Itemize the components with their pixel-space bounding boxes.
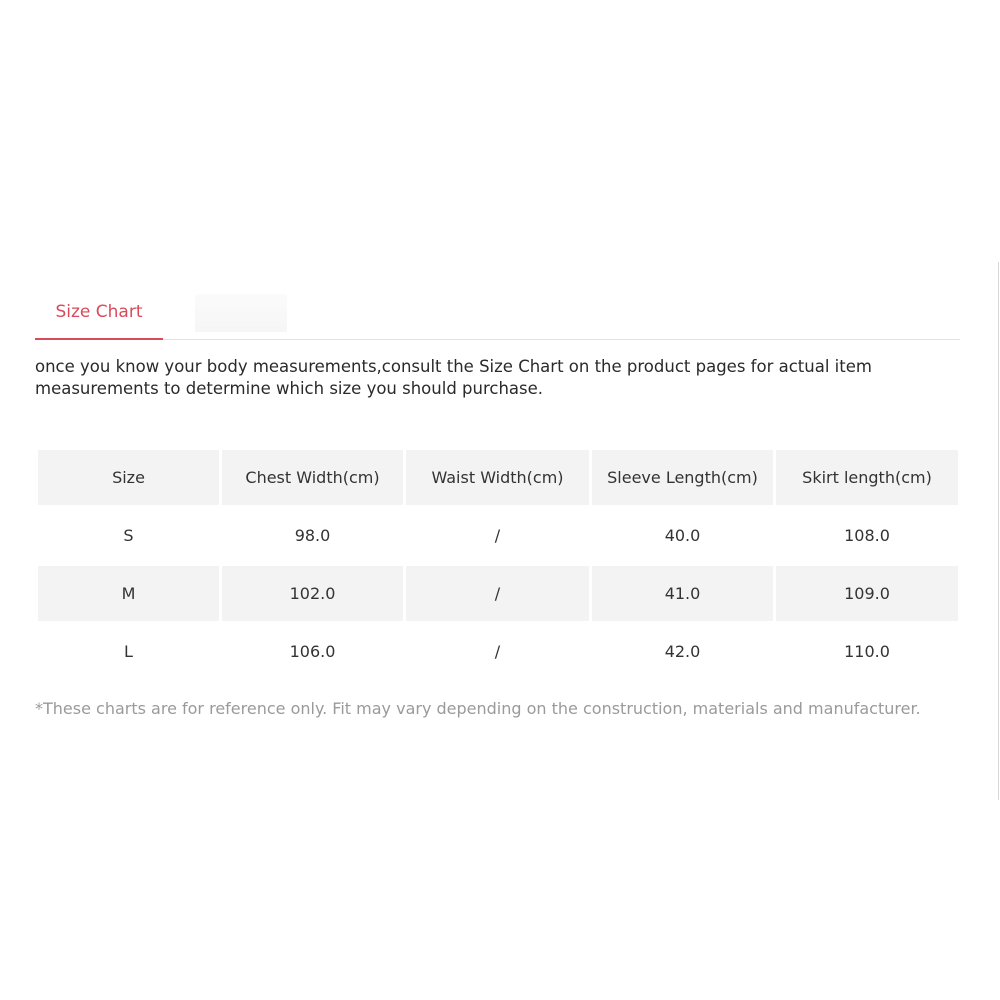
table-cell: 106.0 (222, 624, 403, 679)
table-cell: 40.0 (592, 508, 773, 563)
table-cell: / (406, 508, 589, 563)
table-cell: 42.0 (592, 624, 773, 679)
table-header-row (38, 450, 958, 505)
table-row (38, 624, 958, 679)
table-cell: 98.0 (222, 508, 403, 563)
header-sleeve-length: Sleeve Length(cm) (592, 450, 773, 505)
header-waist-width: Waist Width(cm) (406, 450, 589, 505)
table-cell: / (406, 566, 589, 621)
tab-bar (35, 290, 960, 340)
intro-text: once you know your body measurements,consult the Size Chart on the product pages for actual item measurements to determine which size you should purchase. (35, 357, 872, 398)
table-cell: 41.0 (592, 566, 773, 621)
header-chest-width: Chest Width(cm) (222, 450, 403, 505)
table-row (38, 508, 958, 563)
table-cell: 102.0 (222, 566, 403, 621)
table-cell: 110.0 (776, 624, 958, 679)
header-skirt-length: Skirt length(cm) (776, 450, 958, 505)
table-cell: L (38, 624, 219, 679)
faded-tab-placeholder (195, 294, 287, 332)
footnote: *These charts are for reference only. Fit may vary depending on the construction, materials and manufacturer. (35, 699, 921, 718)
table-cell: 109.0 (776, 566, 958, 621)
table-cell: S (38, 508, 219, 563)
table-row (38, 566, 958, 621)
tab-size-chart[interactable] (35, 290, 163, 340)
size-table (35, 447, 961, 682)
tab-size-chart-label: Size Chart (55, 302, 143, 322)
header-size: Size (38, 450, 219, 505)
table-cell: M (38, 566, 219, 621)
right-divider (998, 262, 999, 800)
table-cell: 108.0 (776, 508, 958, 563)
table-cell: / (406, 624, 589, 679)
